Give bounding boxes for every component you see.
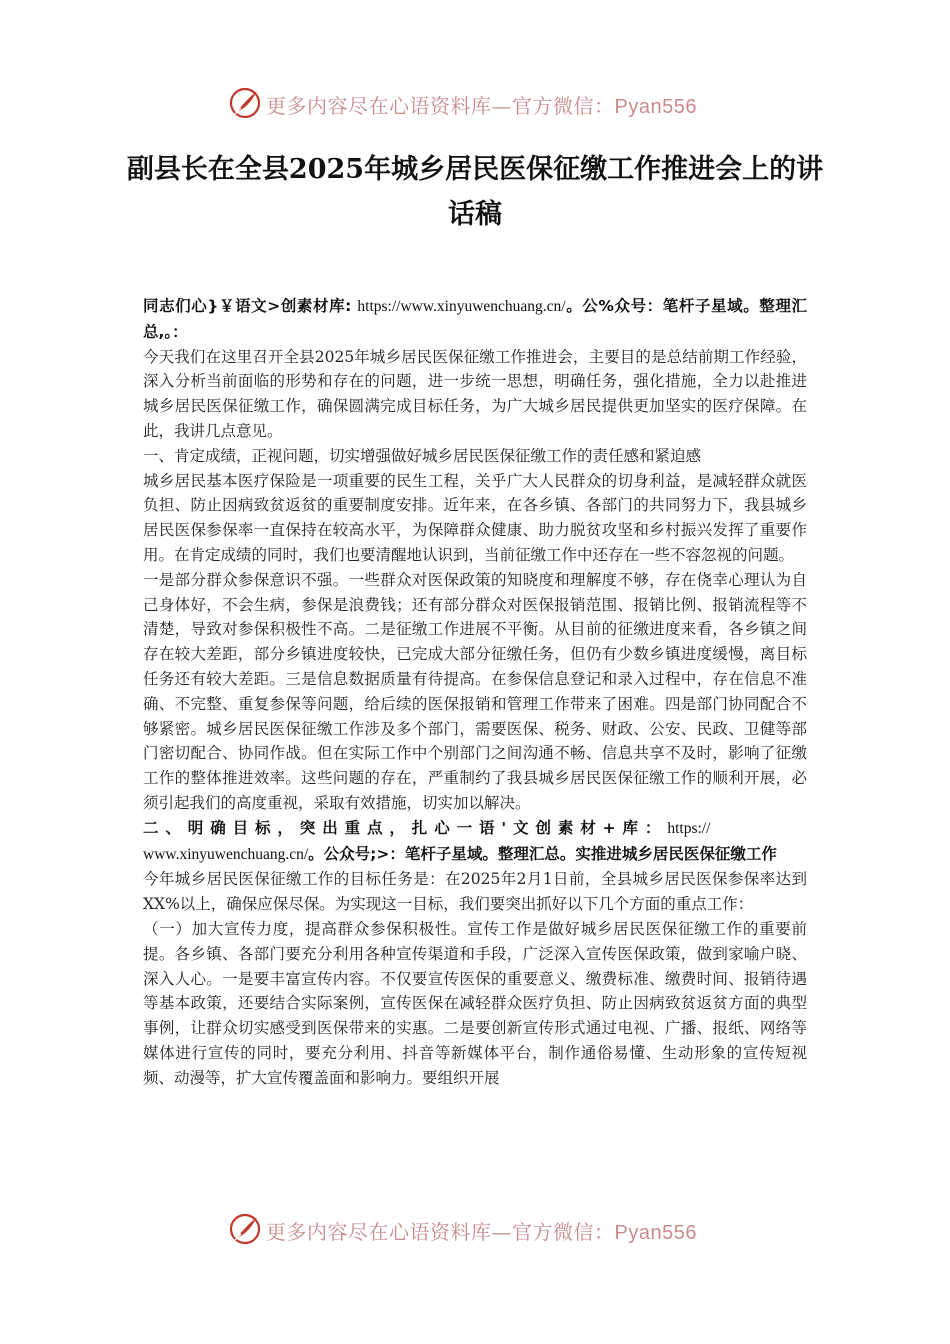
paragraph-1: 今天我们在这里召开全县2025年城乡居民医保征缴工作推进会，主要目的是总结前期工作经验，深入分析当前面临的形势和存在的问题，进一步统一思想，明确任务，强化措施，全力以赴推进城乡居民医保征缴工作，确保圆满完成目标任务，为广大城乡居民提供更加坚实的医疗保障。在此，我讲几点意见。: [143, 347, 807, 440]
header-banner: [0, 84, 950, 124]
banner-text: [266, 1216, 697, 1245]
section-heading-2-url-b: www.xinyuwenchuang.cn/: [143, 845, 309, 863]
banner-slogan: 更多内容尽在心语资料库—官方微信：: [266, 94, 615, 118]
quill-logo-icon: [228, 86, 262, 120]
banner-wechat: Pyan556: [614, 1222, 697, 1244]
section-heading-2: [143, 816, 807, 868]
footer-banner: [0, 1210, 950, 1250]
quill-logo-icon: [228, 1212, 262, 1246]
section-heading-2-text: 二、明确目标，突出重点，扎心一语'文创素材+库：: [143, 818, 668, 837]
document-body: [143, 294, 807, 1091]
intro-text-2: 。公%众号：笔杆子星域。整理汇总,。：: [143, 297, 807, 341]
intro-line: [143, 294, 807, 345]
banner-text: [266, 90, 697, 119]
intro-text: 同志们心}￥语文>创素材库:: [143, 297, 352, 315]
intro-url: https://www.xinyuwenchuang.cn/: [357, 298, 566, 315]
banner-wechat: Pyan556: [614, 96, 697, 118]
document-title: 副县长在全县2025年城乡居民医保征缴工作推进会上的讲话稿: [126, 154, 824, 230]
banner-slogan: 更多内容尽在心语资料库—官方微信：: [266, 1220, 615, 1244]
paragraph-7: （一）加大宣传力度，提高群众参保积极性。宣传工作是做好城乡居民医保征缴工作的重要前提。各乡镇、各部门要充分利用各种宣传渠道和手段，广泛深入宣传医保政策，做到家喻户晓、深入人心。一是要丰富宣传内容。不仅要宣传医保的重要意义、缴费标准、缴费时间、报销待遇等基本政策，还要结合实际案例，宣传医保在减轻群众医疗负担、防止因病致贫返贫方面的典型事例，让群众切实感受到医保带来的实惠。二是要创新宣传形式通过电视、广播、报纸、网络等媒体进行宣传的同时，要充分利用、抖音等新媒体平台，制作通俗易懂、生动形象的宣传短视频、动漫等，扩大宣传覆盖面和影响力。要组织开展: [143, 919, 807, 1087]
section-heading-2-text-2: 。公众号;>：笔杆子星域。整理汇总。实推进城乡居民医保征缴工作: [308, 844, 777, 863]
paragraph-6: 今年城乡居民医保征缴工作的目标任务是：在2025年2月1日前，全县城乡居民医保参保率达到XX%以上，确保应保尽保。为实现这一目标，我们要突出抓好以下几个方面的重点工作：: [143, 870, 807, 914]
paragraph-4: 一是部分群众参保意识不强。一些群众对医保政策的知晓度和理解度不够，存在侥幸心理认为自己身体好，不会生病，参保是浪费钱；还有部分群众对医保报销范围、报销比例、报销流程等不清楚，导致对参保积极性不高。二是征缴工作进展不平衡。从目前的征缴进度来看，各乡镇之间存在较大差距，部分乡镇进度较快，已完成大部分征缴任务，但仍有少数乡镇进度缓慢，离目标任务还有较大差距。三是信息数据质量有待提高。在参保信息登记和录入过程中，存在信息不准确、不完整、重复参保等问题，给后续的医保报销和管理工作带来了困难。四是部门协同配合不够紧密。城乡居民医保征缴工作涉及多个部门，需要医保、税务、财政、公安、民政、卫健等部门密切配合、协同作战。但在实际工作中个别部门之间沟通不畅、信息共享不及时，影响了征缴工作的整体推进效率。这些问题的存在，严重制约了我县城乡居民医保征缴工作的顺利开展，必须引起我们的高度重视，采取有效措施，切实加以解决。: [143, 570, 807, 812]
paragraph-3: 城乡居民基本医疗保险是一项重要的民生工程，关乎广大人民群众的切身利益，是减轻群众就医负担、防止因病致贫返贫的重要制度安排。近年来，在各乡镇、各部门的共同努力下，我县城乡居民医保参保率一直保持在较高水平，为保障群众健康、助力脱贫攻坚和乡村振兴发挥了重要作用。在肯定成绩的同时，我们也要清醒地认识到，当前征缴工作中还存在一些不容忽视的问题。: [143, 471, 807, 564]
section-heading-2-url-a: https://: [667, 819, 711, 837]
section-heading-1: 一、肯定成绩，正视问题，切实增强做好城乡居民医保征缴工作的责任感和紧迫感: [143, 446, 702, 465]
